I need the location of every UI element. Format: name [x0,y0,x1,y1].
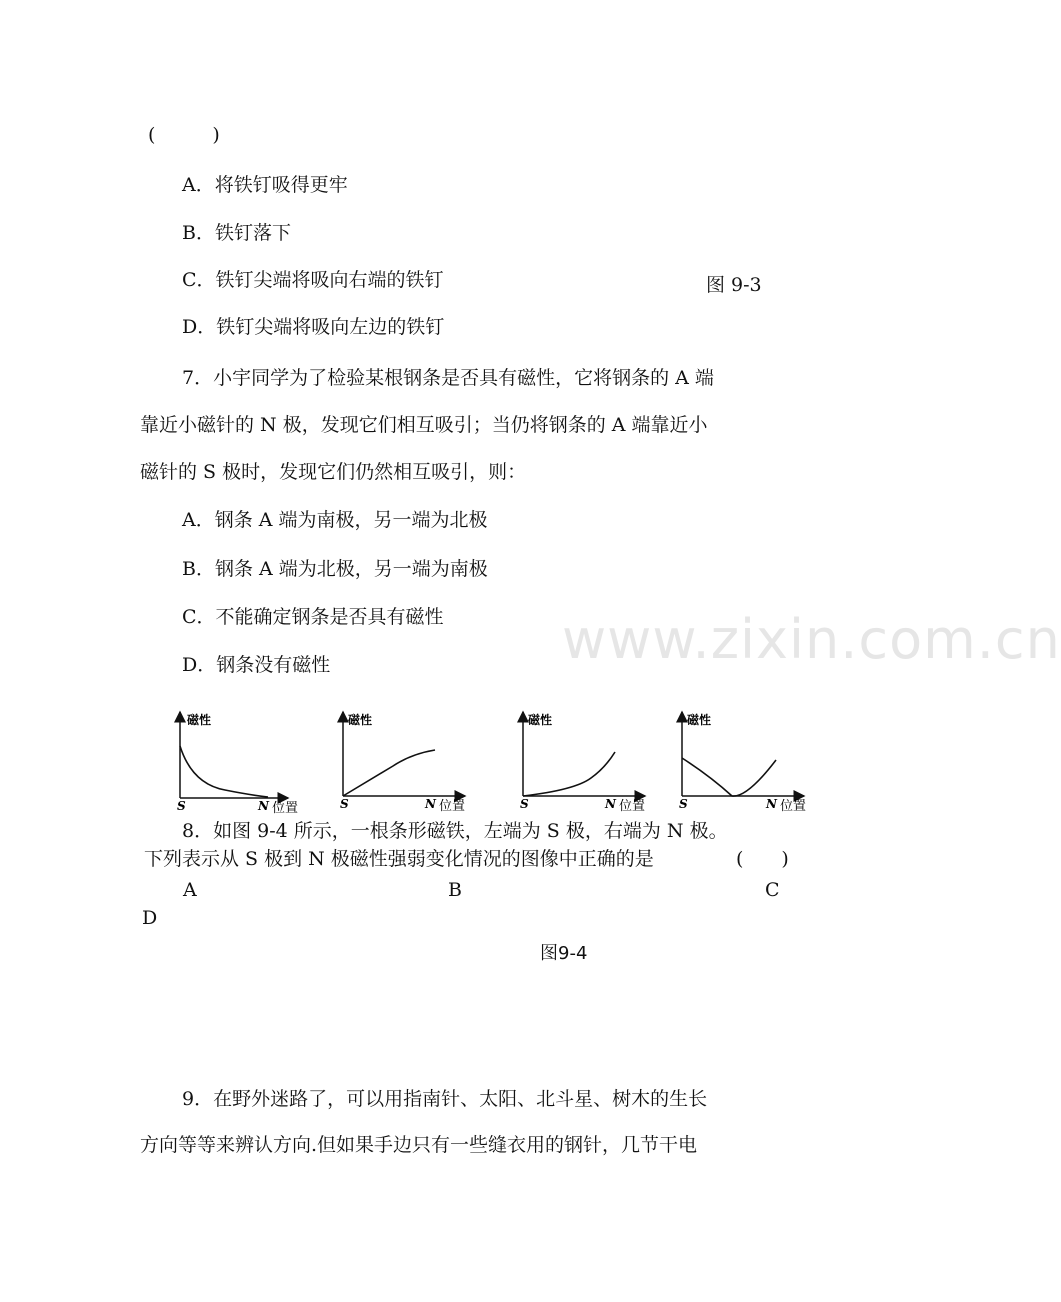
choice-d-label: D [142,907,158,929]
y-label: 磁性 [187,713,212,727]
q8-line-2: 下列表示从 S 极到 N 极磁性强弱变化情况的图像中正确的是 [144,848,654,870]
q6-option-a: A．将铁钉吸得更牢 [182,174,348,196]
s-label: S [679,797,688,811]
n-label: N [425,797,436,811]
curve [523,752,615,796]
n-label: N [605,797,616,811]
q7-line-2: 靠近小磁针的 N 极，发现它们相互吸引；当仍将钢条的 A 端靠近小 [140,414,708,436]
choice-c-label: C [765,879,780,901]
q9-line-1: 9．在野外迷路了，可以用指南针、太阳、北斗星、树木的生长 [182,1088,708,1110]
graph-b-svg [333,706,498,818]
y-label: 磁性 [687,713,712,727]
q6-answer-bracket: ( ) [148,124,220,146]
q7-option-c: C．不能确定钢条是否具有磁性 [182,606,444,628]
s-label: S [520,797,529,811]
graph-a [170,706,335,818]
y-label: 磁性 [528,713,553,727]
figure-9-3-label: 图 9-3 [706,274,762,296]
graph-c-svg [513,706,678,818]
q7-line-1: 7．小宇同学为了检验某根钢条是否具有磁性，它将钢条的 A 端 [182,367,714,389]
watermark: www.zixin.com.cn [562,608,1061,671]
q6-option-b: B．铁钉落下 [182,222,291,244]
q7-option-a: A．钢条 A 端为南极，另一端为北极 [182,509,488,531]
curve [180,746,268,797]
s-label: S [177,799,186,813]
graph-c [513,706,678,818]
q9-line-2: 方向等等来辨认方向.但如果手边只有一些缝衣用的钢针，几节干电 [140,1134,698,1156]
n-label: N [258,799,269,813]
figure-9-4-caption: 图9-4 [540,943,588,964]
curve [343,750,435,796]
q7-option-b: B．钢条 A 端为北极，另一端为南极 [182,558,488,580]
x-label: 位置 [619,799,646,814]
choice-b-label: B [448,879,462,901]
x-label: 位置 [780,799,807,814]
q8-line-1: 8．如图 9-4 所示，一根条形磁铁，左端为 S 极，右端为 N 极。 [182,820,728,842]
curve [682,758,776,796]
y-label: 磁性 [348,713,373,727]
q8-answer-bracket: ( ) [736,848,789,870]
q6-option-d: D．铁钉尖端将吸向左边的铁钉 [182,316,445,338]
graph-d [672,706,837,818]
n-label: N [766,797,777,811]
s-label: S [340,797,349,811]
q6-option-c: C．铁钉尖端将吸向右端的铁钉 [182,269,444,291]
graph-d-svg [672,706,837,818]
x-label: 位置 [272,801,299,816]
q7-line-3: 磁针的 S 极时，发现它们仍然相互吸引，则： [140,461,527,483]
graph-b [333,706,498,818]
q7-option-d: D．钢条没有磁性 [182,654,331,676]
x-label: 位置 [439,799,466,814]
graph-a-svg [170,706,335,818]
choice-a-label: A [183,879,197,901]
